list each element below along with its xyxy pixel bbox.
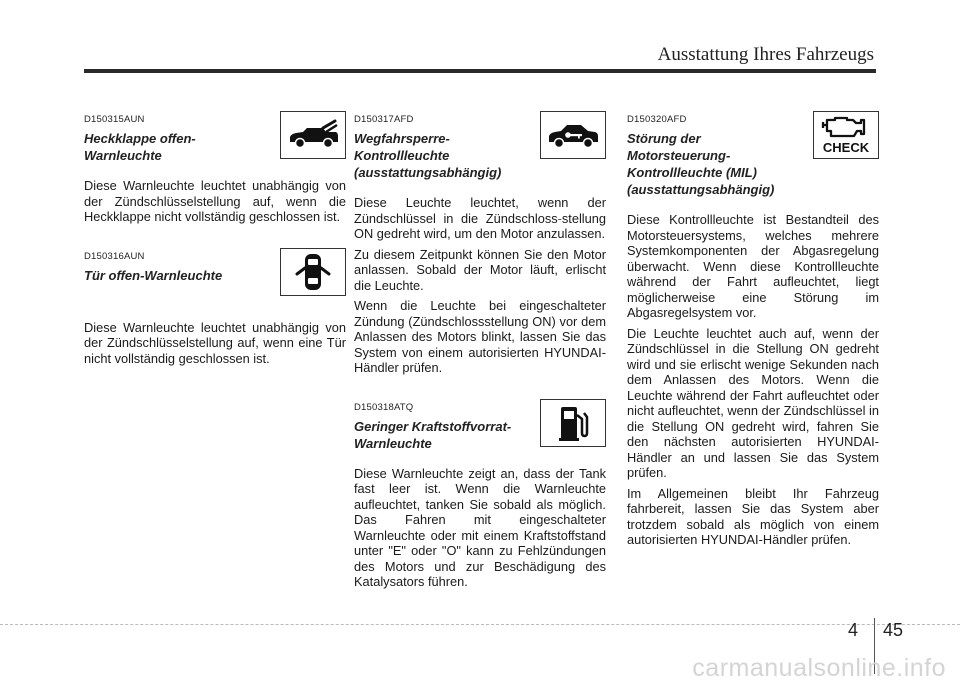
section-code: D150317AFD [354,114,414,125]
section-text: Diese Warnleuchte leuchtet unabhängig von der Zündschlüsselstellung auf, wenn eine Tür nicht vollständig geschlossen ist. [84,319,346,366]
section-immobilizer [354,114,606,376]
section-title: Wegfahrsperre- Kontrollleuchte (ausstattungsabhängig) [354,131,502,180]
text-part: Diese Leuchte leuchtet, wenn der Zündschlüssel in die Zündschloss [354,195,606,226]
chapter-header-title: Ausstattung Ihres Fahrzeugs [657,44,874,65]
section-title: Tür offen-Warnleuchte [84,267,223,283]
fuel-pump-icon [540,399,606,447]
column-3 [627,114,879,566]
section-text: Diese Warnleuchte leuchtet unabhängig von der Zündschlüsselstellung auf, wenn die Heckklappe nicht vollständig geschlossen ist. [84,178,346,224]
section-text-1: Diese Kontrollleuchte ist Bestandteil des Motorsteuersystems, welches mehrere Systemkomponenten der Abgasregelung überwacht. Wenn diese Kontrollleuchte während der Fahrt aufleuchtet, liegt möglicherweise eine Störung im Abgasregelsystem vor. [627,212,879,320]
check-engine-icon [813,111,879,159]
column-1 [84,114,346,384]
section-check-engine [627,114,879,548]
watermark: carmanualsonline.info [692,654,946,682]
section-title: Störung der Motorsteuerung- Kontrollleuchte (MIL) (ausstattungsabhängig) [627,131,775,197]
section-text-1 [354,195,606,242]
section-door-open [84,251,346,367]
section-text-2: Zu diesem Zeitpunkt können Sie den Motor anlassen. Sobald der Motor läuft, erlischt die Leuchte. [354,246,606,293]
section-text-3: Wenn die Leuchte bei eingeschalteter Zündung (Zündschlossstellung ON) vor dem Anlassen des Motors blinkt, lassen Sie das System von einem autorisierten HYUNDAI-Händler prüfen. [354,298,606,375]
header-rule [84,69,876,73]
door-open-icon [280,248,346,296]
section-code: D150320AFD [627,114,687,125]
section-text-3: Im Allgemeinen bleibt Ihr Fahrzeug fahrbereit, lassen Sie das System aber trotzdem sobald als möglich von einem autorisierten HYUNDAI-Händler prüfen. [627,485,879,547]
soft-hyphen: - [557,210,562,226]
section-trunk-open [84,114,346,225]
immobilizer-key-car-icon [540,111,606,159]
page-number: 45 [883,620,904,640]
text-part: stellung ON gedreht wird, um den Motor anzulassen. [354,210,606,241]
chapter-number: 4 [848,620,859,640]
trunk-open-icon [280,111,346,159]
section-title: Heckklappe offen- Warnleuchte [84,131,196,163]
section-title: Geringer Kraftstoffvorrat- Warnleuchte [354,418,512,451]
section-low-fuel [354,402,606,590]
check-label: CHECK [822,140,870,155]
column-2 [354,114,606,608]
section-code: D150318ATQ [354,401,414,413]
section-text: Diese Warnleuchte zeigt an, dass der Tank fast leer ist. Wenn die Warnleuchte aufleuchtet, tanken Sie sobald als möglich. Das Fahren mit eingeschalteter Warnleuchte oder mit einem Kraftstoffstand unter "E" oder "O" kann zu Fehlzündungen des Motors und zur Beschädigung des Katalysators führen. [354,465,606,589]
section-text-2: Die Leuchte leuchtet auch auf, wenn der Zündschlüssel in die Stellung ON gedreht wird und sie erlischt wenige Sekunden nach dem Anlassen des Motors. Wenn die Leuchte während der Fahrt aufleuchtet oder nicht aufleuchtet, wenn der Zündschlüssel in die Stellung ON gedreht wird, fahren Sie den nächsten autorisierten HYUNDAI-Händler an und lassen Sie das System prüfen. [627,325,879,480]
section-code: D150316AUN [84,250,145,262]
footer-dashed-rule [0,624,960,625]
section-code: D150315AUN [84,114,145,125]
